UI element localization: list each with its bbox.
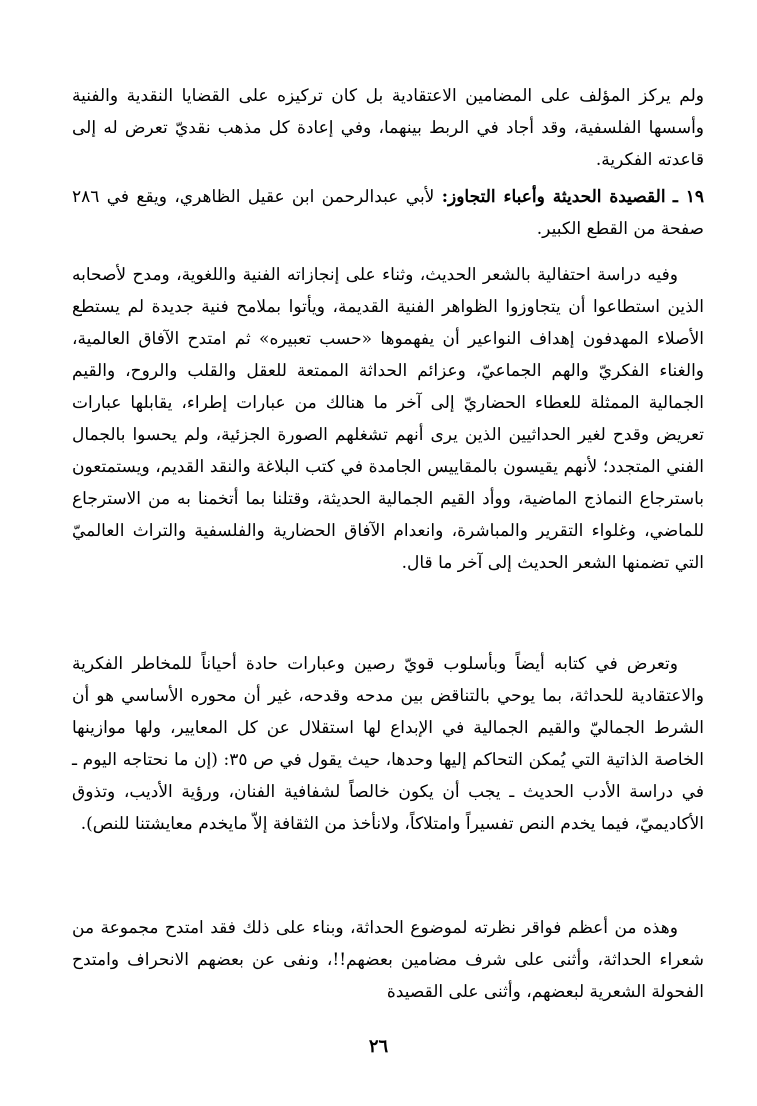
page-number: ٢٦ — [368, 1036, 389, 1057]
paragraph-1: ولم يركز المؤلف على المضامين الاعتقادية بل كان تركيزه على القضايا النقدية والفنية وأسسها الفلسفية، وقد أجاد في الربط بينهما، وفي إعادة كل مذهب نقديّ تعرض له إلى قاعدته الفكرية. — [72, 86, 704, 170]
item-title: القصيدة الحديثة وأعباء التجاوز: — [441, 187, 666, 207]
item-number: ١٩ ـ — [672, 187, 705, 207]
paragraph-2: وفيه دراسة احتفالية بالشعر الحديث، وثناء على إنجازاته الفنية واللغوية، ومدح لأصحابه الذين استطاعوا أن يتجاوزوا الظواهر الفنية القديمة، ويأتوا بملامح فنية جديدة لم يستطع الأصلاء المهدفون إهداف النواعير أن يفهموها «حسب تعبيره» ثم امتدح الآفاق العالمية، والغناء الفكريّ والهم الجماعيّ، وعزائم الحداثة الممتعة للعقل والقلب والروح، والقيم الجمالية الممثلة للعطاء الحضاريّ إلى آخر ما هنالك من عبارات إطراء، يقابلها عبارات تعريض وقدح لغير الحداثيين الذين يرى أنهم تشغلهم الصورة الجزئية، ولم يحسوا بالجمال الفني المتجدد؛ لأنهم يقيسون بالمقاييس الجامدة في كتب البلاغة والنقد القديم، ويستمتعون باسترجاع النماذج الماضية، ووأد القيم الجمالية الحديثة، وقتلنا بما أتخمنا به من الاسترجاع للماضي، وغلواء التقرير والمباشرة، وانعدام الآفاق الحضارية والفلسفية والتراث العالميّ التي تضمنها الشعر الحديث إلى آخر ما قال. — [72, 265, 704, 573]
paragraph-3: وتعرض في كتابه أيضاً وبأسلوب قويّ رصين وعبارات حادة أحياناً للمخاطر الفكرية والاعتقادية للحداثة، بما يوحي بالتناقض بين مدحه وقدحه، غير أن محوره الأساسي هو أن الشرط الجماليّ والقيم الجمالية في الإبداع لها استقلال عن كل المعايير، ولها موازينها الخاصة الذاتية التي يُمكن التحاكم إليها وحدها، حيث يقول في ص ٣٥: (إن ما نحتاجه اليوم ـ في دراسة الأدب الحديث ـ يجب أن يكون خالصاً لشفافية الفنان، ورؤية الأديب، وتذوق الأكاديميّ، فيما يخدم النص تفسيراً وامتلاكاً، ولانأخذ من الثقافة إلاّ مايخدم معايشتنا للنص). — [72, 654, 704, 834]
item-description: لأبي عبدالرحمن ابن عقيل الظاهري، ويقع في ٢٨٦ صفحة من القطع الكبير. — [72, 187, 704, 239]
item-19 — [72, 181, 704, 251]
paragraph-4: وهذه من أعظم فواقر نظرته لموضوع الحداثة، وبناء على ذلك فقد امتدح مجموعة من شعراء الحداثة، وأثنى على شرف مضامين بعضهم!!، ونفى عن بعضهم الانحراف وامتدح الفحولة الشعرية لبعضهم، وأثنى على القصيدة — [72, 918, 704, 1002]
